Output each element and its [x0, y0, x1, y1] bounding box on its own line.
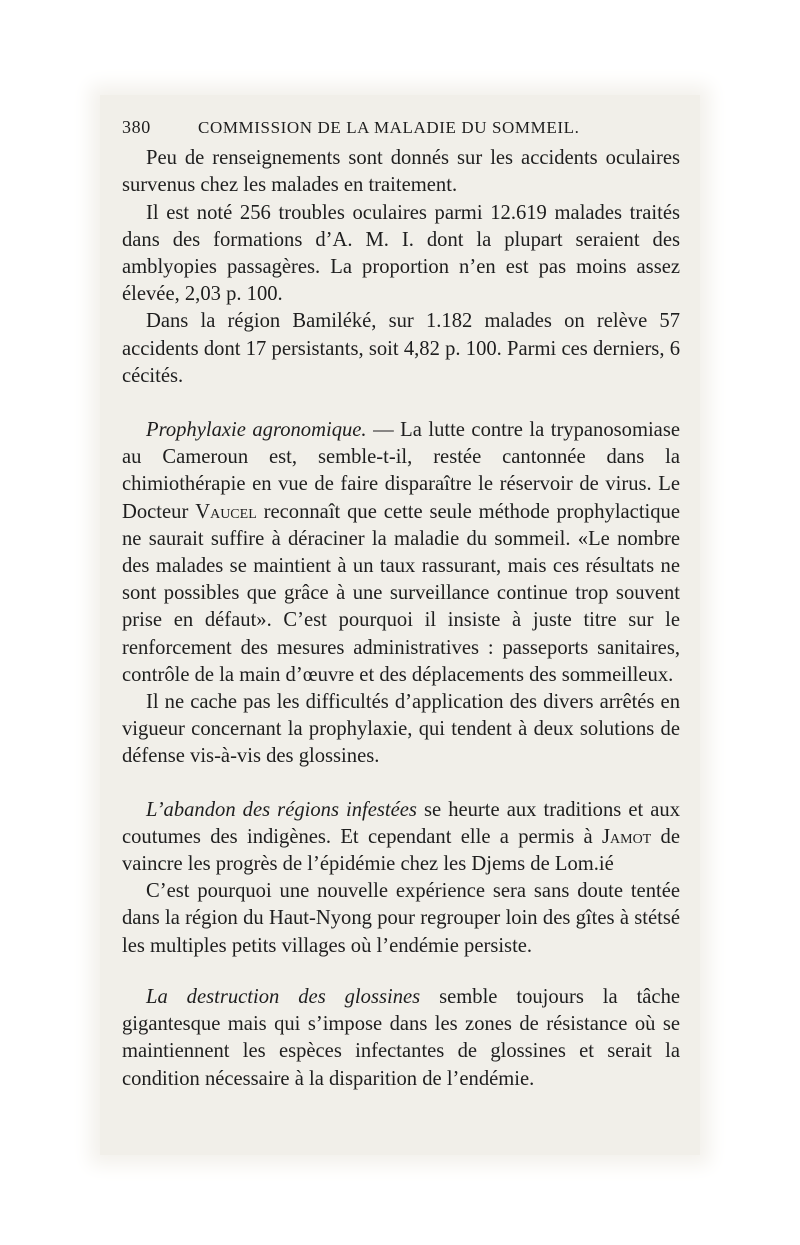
paragraph-ocular-statistics: Il est noté 256 troubles oculaires parmi 12.619 malades traités dans des formations d’A. M. I. dont la plupart seraient des amblyopies passagères. La proportion n’en est pas moins assez élevée, 2,03 p. 100.: [122, 201, 680, 306]
paragraph-abandon-regions: [122, 797, 680, 879]
document-page: [122, 114, 680, 1093]
paragraph-glossina-destruction: [122, 984, 680, 1093]
paragraph-text: semble toujours la tâche gigantesque mais qui s’impose dans les zones de résistance où se maintiennent les espèces infectantes de glossines et serait la condition nécessaire à la disparition de l’endémie.: [122, 985, 681, 1090]
section-heading-agronomic-prophylaxis: Prophylaxie agronomique.: [146, 419, 367, 442]
section-heading-glossina-destruction: La destruction des glossines: [146, 985, 421, 1008]
page-number: 380: [122, 117, 151, 137]
paragraph-bamileke-region: Dans la région Bamiléké, sur 1.182 malades on relève 57 accidents dont 17 persistants, soit 4,82 p. 100. Parmi ces derniers, 6 cécités.: [122, 310, 680, 387]
author-name-jamot: Jamot: [602, 825, 652, 848]
paragraph-agronomic-prophylaxis: [122, 417, 680, 689]
paragraph-text: de vaincre les progrès de l’épidémie chez les Djems de Lom.ié: [122, 825, 680, 876]
paragraph-ocular-accidents: Peu de renseignements sont donnés sur les accidents oculaires survenus chez les malades en traitement.: [122, 147, 680, 197]
section-heading-abandon-regions: L’abandon des régions infestées: [146, 798, 417, 821]
author-name-vaucel: Vaucel: [195, 500, 257, 523]
running-title: COMMISSION DE LA MALADIE DU SOMMEIL.: [198, 118, 580, 137]
paragraph-text: reconnaît que cette seule méthode prophylactique ne saurait suffire à déraciner la maladie du sommeil. «Le nombre des malades se maintient à un taux rassurant, mais ces résultats ne sont possibles que grâce à une surveillance continue trop souvent prise en défaut». C’est pourquoi il insiste à juste titre sur le renforcement des mesures administratives : passeports sanitaires, contrôle de la main d’œuvre et des déplacements des sommeilleux.: [122, 500, 680, 686]
paragraph-text: — La lutte contre la trypanosomiase au Cameroun est, semble-t-il, restée cantonnée dans la chimiothérapie en vue de faire disparaître le réservoir de virus. Le Docteur: [122, 419, 680, 523]
running-header: [122, 114, 680, 141]
paragraph-application-difficulties: Il ne cache pas les difficultés d’application des divers arrêtés en vigueur concernant la prophylaxie, qui tendent à deux solutions de défense vis-à-vis des glossines.: [122, 691, 680, 768]
paragraph-text: se heurte aux traditions et aux coutumes des indigènes. Et cependant elle a permis à: [122, 798, 680, 848]
paragraph-haut-nyong-experiment: C’est pourquoi une nouvelle expérience sera sans doute tentée dans la région du Haut-Nyong pour regrouper loin des gîtes à stétsé les multiples petits villages où l’endémie persiste.: [122, 880, 680, 957]
